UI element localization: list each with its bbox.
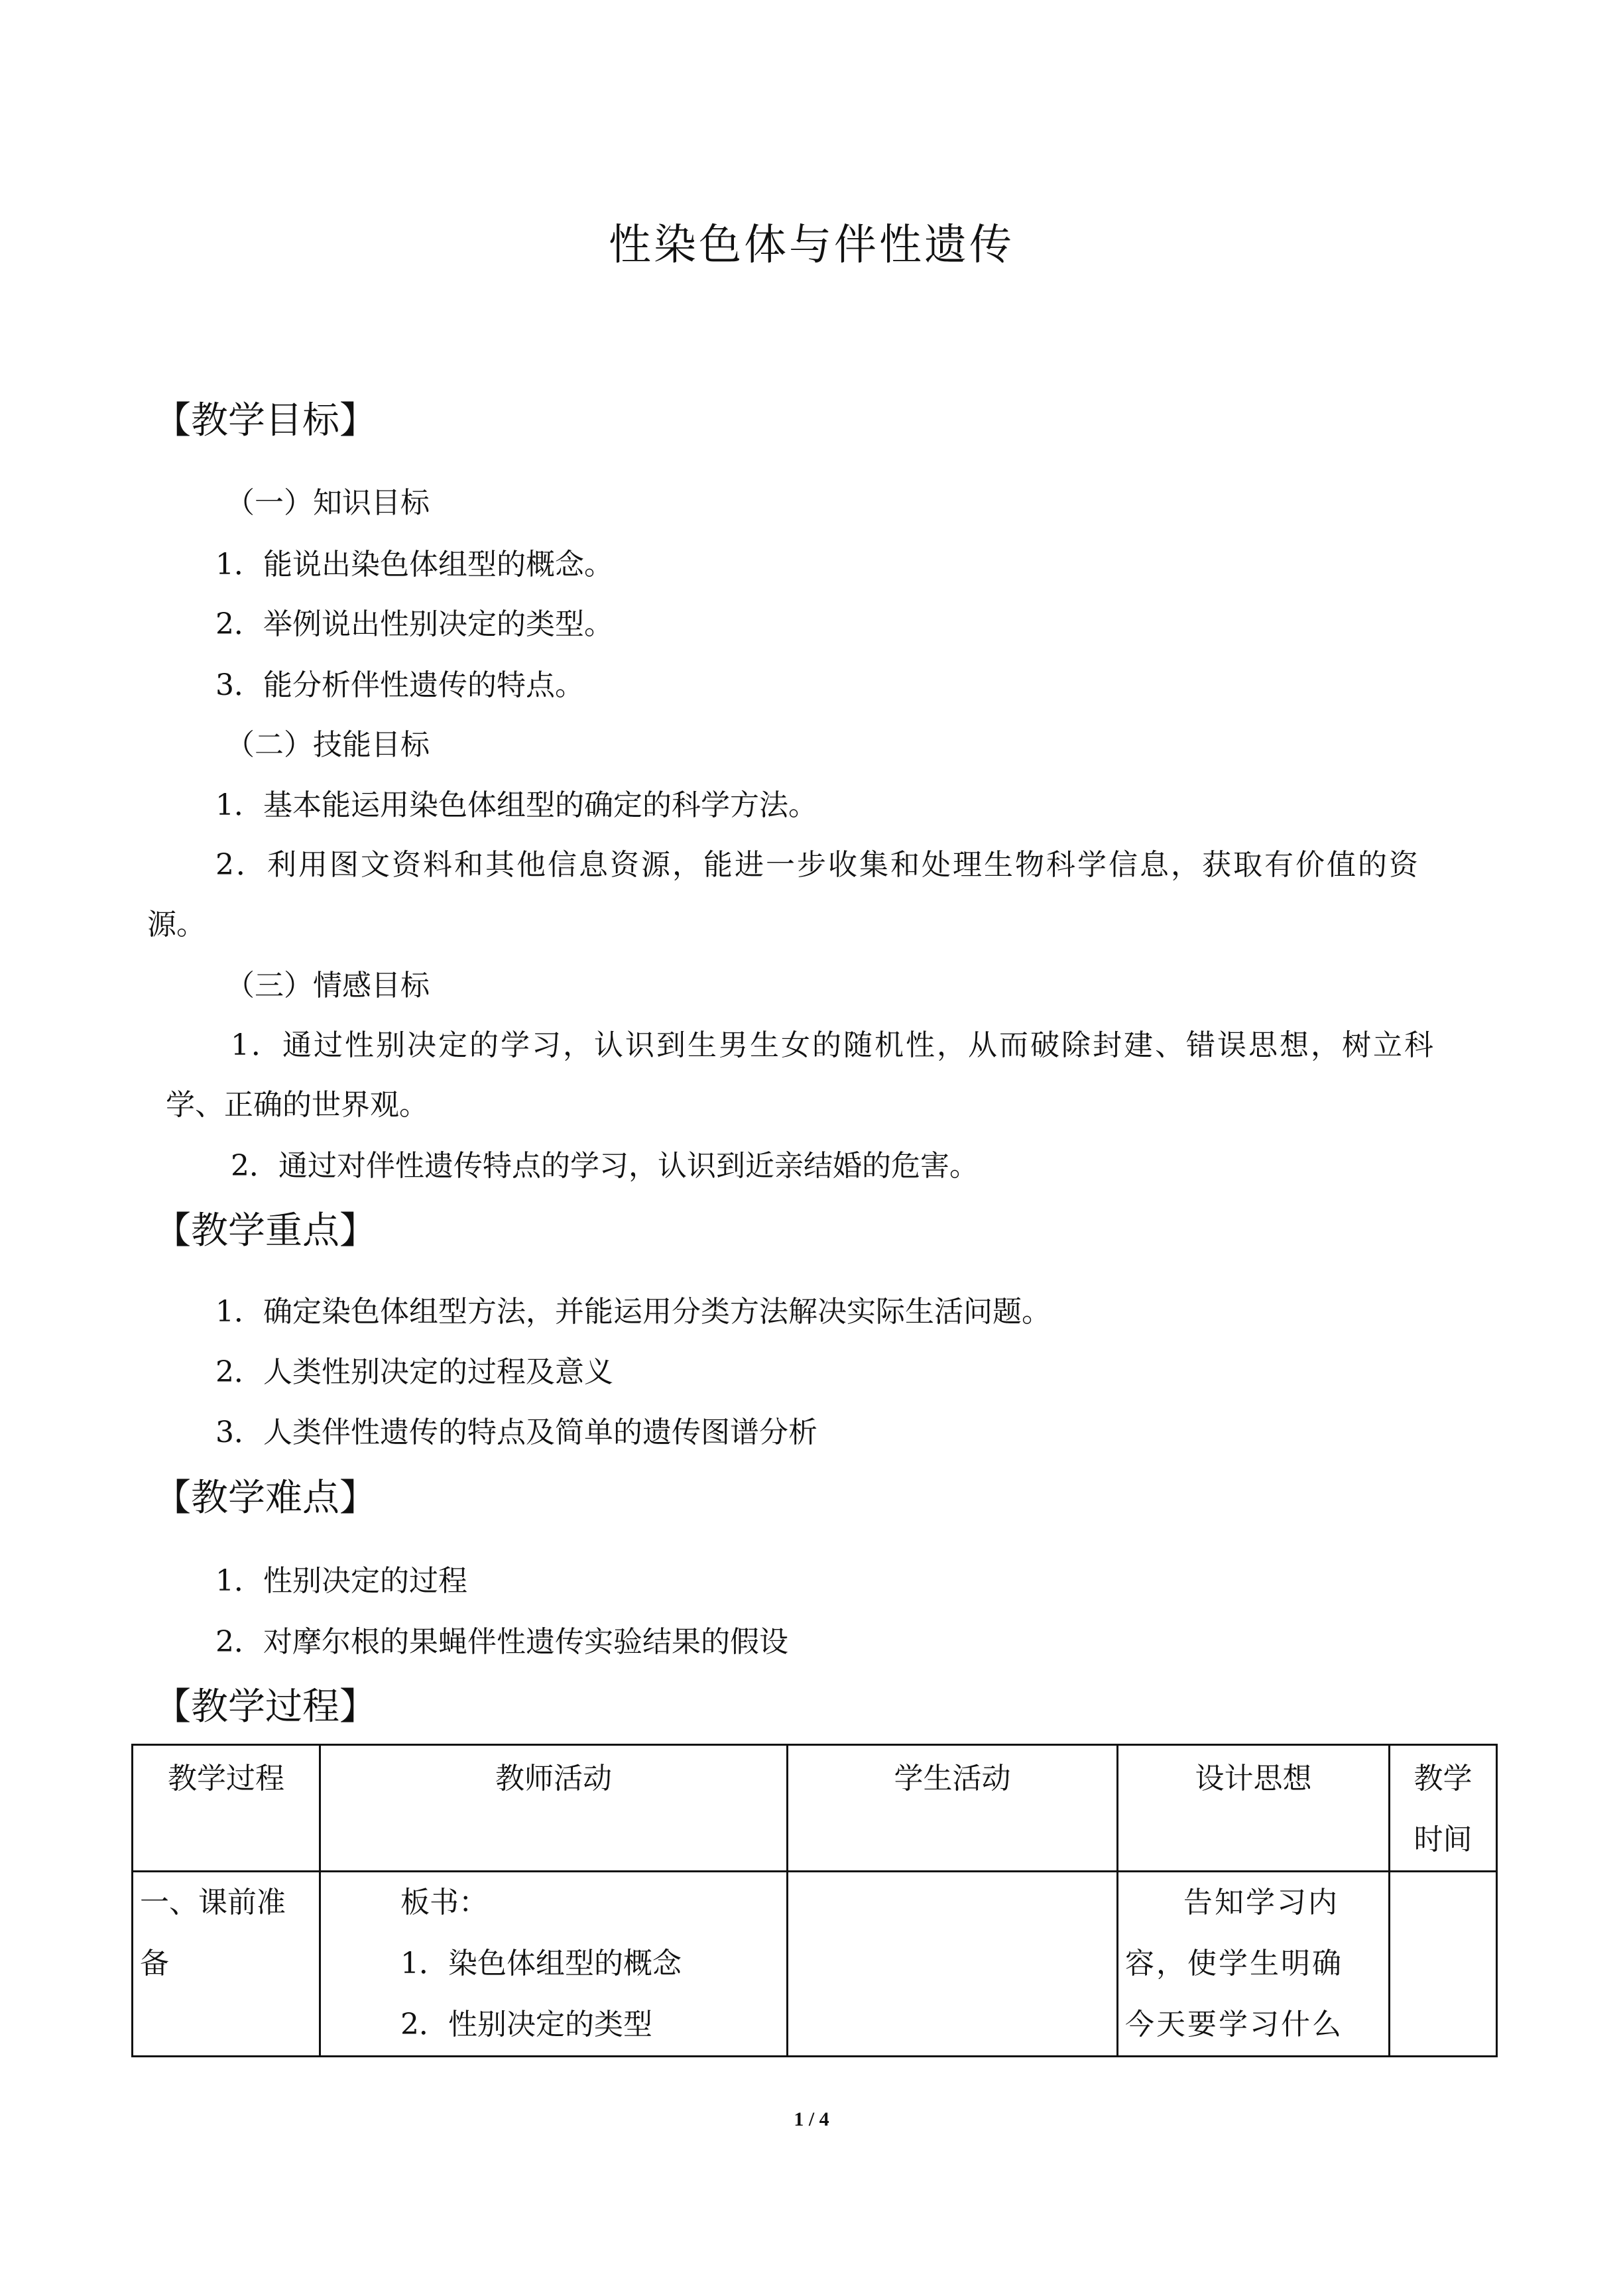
- key-point-item: 3．人类伴性遗传的特点及简单的遗传图谱分析: [215, 1416, 817, 1449]
- table-header-row: [133, 1745, 1497, 1872]
- key-point-item: 2．人类性别决定的过程及意义: [215, 1355, 613, 1389]
- emotion-heading: （三）情感目标: [225, 969, 430, 1002]
- key-point-item: 1．确定染色体组型方法，并能运用分类方法解决实际生活问题。: [215, 1295, 1051, 1329]
- header-teacher: 教师活动: [320, 1745, 788, 1872]
- emotion-item: 1．通过性别决定的学习，认识到生男生女的随机性，从而破除封建、错误思想，树立科: [231, 1028, 1435, 1062]
- skill-item: 2．利用图文资料和其他信息资源，能进一步收集和处理生物科学信息，获取有价值的资: [215, 848, 1420, 882]
- key-points-heading: 【教学重点】: [154, 1209, 377, 1252]
- student-cell: [788, 1872, 1118, 2057]
- teacher-cell: 板书： 1．染色体组型的概念 2．性别决定的类型: [320, 1872, 788, 2057]
- header-design: 设计思想: [1118, 1745, 1390, 1872]
- stage-cell: 一、课前准 备: [133, 1872, 320, 2057]
- header-student: 学生活动: [788, 1745, 1118, 1872]
- skill-heading: （二）技能目标: [225, 728, 430, 762]
- design-cell: 告知学习内 容，使学生明确 今天要学习什么: [1118, 1872, 1390, 2057]
- knowledge-item: 1．能说出染色体组型的概念。: [215, 548, 613, 581]
- header-stage: 教学过程: [133, 1745, 320, 1872]
- page-number: 1 / 4: [794, 2108, 829, 2130]
- objectives-heading: 【教学目标】: [154, 399, 377, 442]
- time-cell: [1390, 1872, 1497, 2057]
- knowledge-heading: （一）知识目标: [225, 486, 430, 520]
- process-table: [131, 1744, 1498, 2057]
- knowledge-item: 3．能分析伴性遗传的特点。: [215, 668, 584, 702]
- emotion-item-continued: 学、正确的世界观。: [166, 1088, 428, 1122]
- skill-item-continued: 源。: [147, 908, 206, 941]
- document-title: 性染色体与伴性遗传: [609, 221, 1014, 270]
- skill-item: 1．基本能运用染色体组型的确定的科学方法。: [215, 788, 817, 822]
- emotion-item: 2．通过对伴性遗传特点的学习，认识到近亲结婚的危害。: [231, 1149, 979, 1183]
- difficulty-item: 1．性别决定的过程: [215, 1564, 467, 1598]
- difficulty-item: 2．对摩尔根的果蝇伴性遗传实验结果的假设: [215, 1625, 788, 1659]
- knowledge-item: 2．举例说出性别决定的类型。: [215, 607, 613, 641]
- process-heading: 【教学过程】: [154, 1685, 377, 1728]
- difficulties-heading: 【教学难点】: [154, 1477, 377, 1520]
- header-time: 教学 时间: [1390, 1745, 1497, 1872]
- table-row: [133, 1872, 1497, 2057]
